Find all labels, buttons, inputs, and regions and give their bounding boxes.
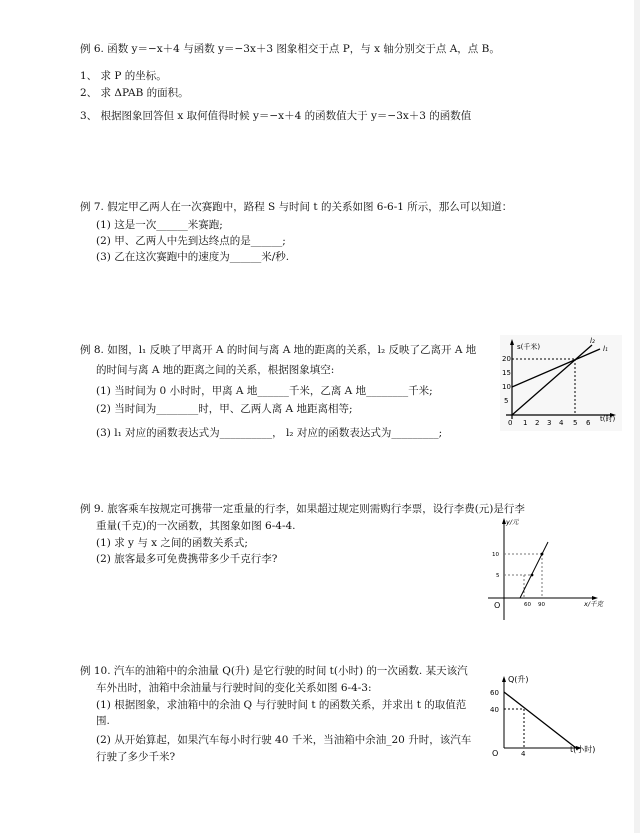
ex8-xlabel: t(时): [600, 415, 616, 423]
ex10-graph: [488, 672, 610, 758]
ex8-ylabel: s(千米): [517, 343, 541, 351]
ex10-q2a: (2) 从开始算起，如果汽车每小时行驶 40 千米，当油箱中余油_20 升时，该汽车: [96, 734, 472, 746]
ex9-fee-line: [520, 542, 548, 598]
ex9-xlabel: x/千克: [584, 600, 604, 608]
ex6-q2: 2、 求 ΔPAB 的面积。: [80, 87, 189, 99]
ex6-q3: 3、 根据图象回答但 x 取何值得时候 y＝−x＋4 的函数值大于 y＝−3x＋3 的函数值: [80, 110, 472, 122]
ex10-q1b: 围.: [96, 715, 110, 727]
ex10-line2: 车外出时，油箱中余油量与行驶时间的变化关系如图 6-4-3:: [96, 682, 372, 694]
ex8-q3: (3) l₁ 对应的函数表达式为__________， l₂ 对应的函数表达式为_________;: [96, 427, 443, 439]
ex9-q2: (2) 旅客最多可免费携带多少千克行李?: [96, 553, 278, 565]
ex9-ytick-10: 10: [492, 552, 499, 558]
ex10-q1a: (1) 根据图象，求油箱中的余油 Q 与行驶时间 t 的函数关系，并求出 t 的取值范: [96, 699, 467, 711]
ex8-ytick-15: 15: [502, 369, 511, 377]
ex8-line2: 的时间与离 A 地的距离之间的关系，根据图象填空:: [96, 364, 335, 376]
ex10-xtick-4: 4: [521, 750, 526, 758]
ex9-xtick-90: 90: [538, 602, 545, 608]
ex7-q2: (2) 甲、乙两人中先到达终点的是______;: [96, 235, 286, 247]
ex8-ytick-5: 5: [504, 397, 509, 405]
ex8-line1: 例 8. 如图，l₁ 反映了甲离开 A 的时间与离 A 地的距离的关系，l₂ 反映了乙离开 A 地: [80, 344, 477, 356]
ex9-line1: 例 9. 旅客乘车按规定可携带一定重量的行李，如果超过规定则需购行李票，设行李费(元)是行李: [80, 503, 525, 515]
ex8-q2: (2) 当时间为________时，甲、乙两人离 A 地距离相等;: [96, 403, 353, 415]
ex10-origin: O: [492, 749, 499, 758]
ex8-xtick-3: 3: [547, 419, 552, 427]
ex7-title: 例 7. 假定甲乙两人在一次赛跑中，路程 S 与时间 t 的关系如图 6-6-1 所示，那么可以知道：: [80, 201, 513, 213]
ex9-ytick-5: 5: [496, 573, 500, 579]
ex8-xtick-2: 2: [535, 419, 540, 427]
ex8-l2-label: l₂: [590, 337, 595, 345]
ex7-q3: (3) 乙在这次赛跑中的速度为______米/秒.: [96, 251, 290, 263]
ex10-y-arrow: [502, 676, 506, 682]
ex10-ytick-60: 60: [490, 689, 499, 697]
ex8-graph: [500, 335, 622, 431]
page-edge-shadow: [634, 0, 640, 833]
ex8-xtick-5: 5: [573, 419, 578, 427]
ex8-ytick-20: 20: [502, 355, 511, 363]
ex6-title: 例 6. 函数 y＝−x＋4 与函数 y＝−3x＋3 图象相交于点 P，与 x 轴分别交于点 A，点 B。: [80, 43, 500, 55]
ex9-graph: [484, 512, 610, 624]
ex8-xtick-1: 1: [523, 419, 528, 427]
ex10-q2b: 行驶了多少千米?: [96, 751, 176, 763]
ex8-xtick-0: 0: [508, 419, 513, 427]
ex9-xtick-60: 60: [524, 602, 531, 608]
ex9-point-2: [541, 553, 544, 556]
ex8-xtick-4: 4: [559, 419, 564, 427]
ex7-q1: (1) 这是一次______米赛跑;: [96, 219, 223, 231]
ex9-origin: O: [494, 601, 501, 610]
ex10-ylabel: Q(升): [508, 675, 529, 684]
ex8-q1: (1) 当时间为 0 小时时，甲离 A 地______千米，乙离 A 地________千米;: [96, 385, 433, 397]
ex9-line2: 重量(千克)的一次函数，其图象如图 6-4-4.: [96, 520, 296, 532]
ex10-line1: 例 10. 汽车的油箱中的余油量 Q(升) 是它行驶的时间 t(小时) 的一次函数. 某天该汽: [80, 665, 468, 677]
ex8-xtick-6: 6: [586, 419, 591, 427]
ex9-ylabel: y/元: [506, 518, 519, 526]
ex10-fuel-line: [504, 692, 576, 748]
ex8-ytick-10: 10: [502, 383, 511, 391]
ex10-xlabel: t(小时): [570, 745, 596, 754]
ex10-ytick-40: 40: [490, 706, 499, 714]
ex9-q1: (1) 求 y 与 x 之间的函数关系式;: [96, 537, 248, 549]
ex8-l1-label: l₁: [603, 345, 608, 353]
ex6-q1: 1、 求 P 的坐标。: [80, 70, 167, 82]
ex9-point-1: [531, 574, 534, 577]
